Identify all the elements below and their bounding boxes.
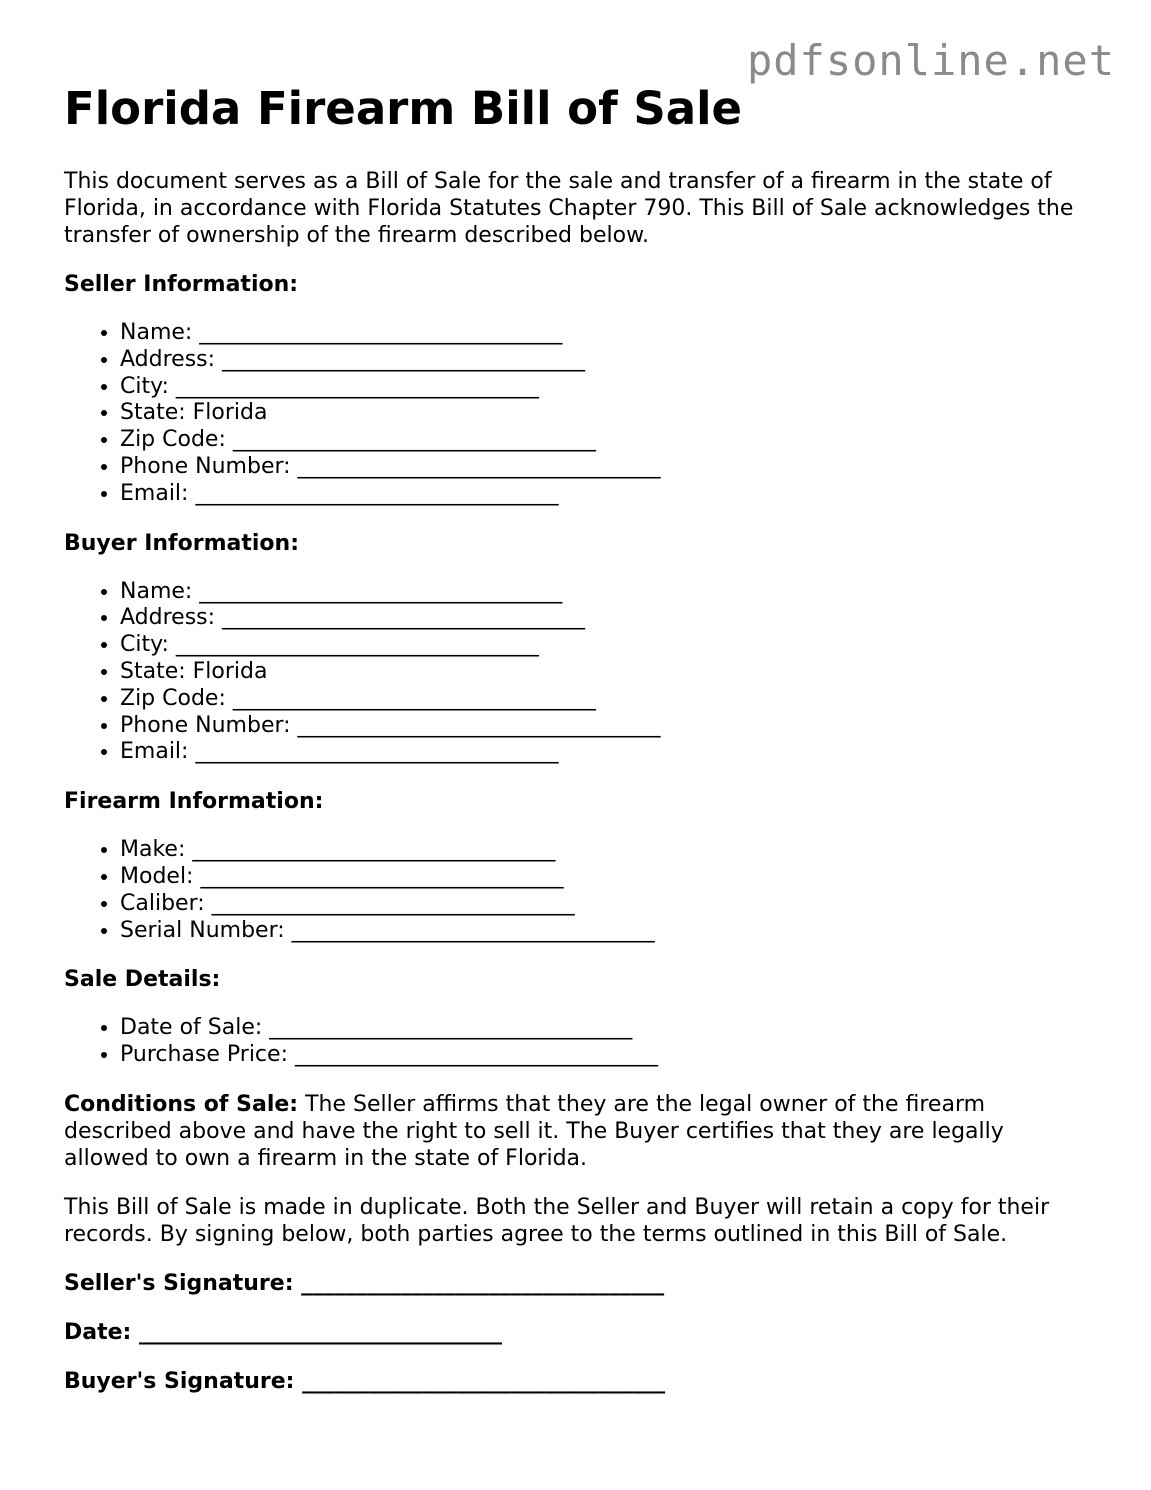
firearm-section-heading: Firearm Information: (64, 789, 324, 815)
seller-name-field[interactable]: • Name: _________________________________ (120, 320, 1094, 347)
seller-address-field[interactable]: • Address: _________________________________ (120, 347, 1094, 374)
buyer-section-heading: Buyer Information: (64, 530, 299, 556)
seller-email-field[interactable]: • Email: _________________________________ (120, 481, 1094, 508)
seller-signature-field[interactable]: Seller's Signature: _________________________________ (64, 1270, 665, 1296)
firearm-caliber-field[interactable]: • Caliber: _________________________________ (120, 891, 1094, 918)
firearm-fields-list (64, 837, 1094, 944)
seller-state-field: • State: Florida (120, 400, 1094, 427)
buyer-phone-field[interactable]: • Phone Number: _________________________________ (120, 713, 1094, 740)
seller-city-field[interactable]: • City: _________________________________ (120, 374, 1094, 401)
sale-section-heading: Sale Details: (64, 967, 221, 993)
signature-date-field[interactable]: Date: _________________________________ (64, 1319, 503, 1345)
buyer-fields-list (64, 579, 1094, 767)
page-title: Florida Firearm Bill of Sale (64, 82, 743, 135)
seller-phone-field[interactable]: • Phone Number: _________________________________ (120, 454, 1094, 481)
buyer-name-field[interactable]: • Name: _________________________________ (120, 579, 1094, 606)
duplicate-paragraph: This Bill of Sale is made in duplicate. Both the Seller and Buyer will retain a copy for their records. By signing below, both parties agree to the terms outlined in this Bill of Sale. (64, 1194, 1050, 1247)
buyer-address-field[interactable]: • Address: _________________________________ (120, 605, 1094, 632)
buyer-email-field[interactable]: • Email: _________________________________ (120, 739, 1094, 766)
sale-price-field[interactable]: • Purchase Price: _________________________________ (120, 1042, 1094, 1069)
intro-paragraph: This document serves as a Bill of Sale for the sale and transfer of a firearm in the state of Florida, in accordance with Florida Statutes Chapter 790. This Bill of Sale acknowledges the transfer of ownership of the firearm described below. (64, 169, 1074, 248)
firearm-serial-field[interactable]: • Serial Number: _________________________________ (120, 918, 1094, 945)
conditions-text: The Seller affirms that they are the legal owner of the firearm described above and have the right to sell it. The Buyer certifies that they are legally allowed to own a firearm in the state of Florida. (64, 1091, 1004, 1171)
seller-zip-field[interactable]: • Zip Code: _________________________________ (120, 427, 1094, 454)
conditions-paragraph (64, 1091, 1094, 1172)
firearm-make-field[interactable]: • Make: _________________________________ (120, 837, 1094, 864)
firearm-model-field[interactable]: • Model: _________________________________ (120, 864, 1094, 891)
sale-date-field[interactable]: • Date of Sale: _________________________________ (120, 1015, 1094, 1042)
buyer-state-field: • State: Florida (120, 659, 1094, 686)
buyer-zip-field[interactable]: • Zip Code: _________________________________ (120, 686, 1094, 713)
buyer-city-field[interactable]: • City: _________________________________ (120, 632, 1094, 659)
document-page (64, 82, 1094, 1395)
seller-section-heading: Seller Information: (64, 272, 299, 297)
seller-fields-list (64, 320, 1094, 508)
buyer-signature-field[interactable]: Buyer's Signature: _________________________________ (64, 1368, 666, 1394)
sale-fields-list (64, 1015, 1094, 1069)
watermark: pdfsonline.net (746, 36, 1115, 85)
conditions-label: Conditions of Sale: (64, 1091, 299, 1117)
